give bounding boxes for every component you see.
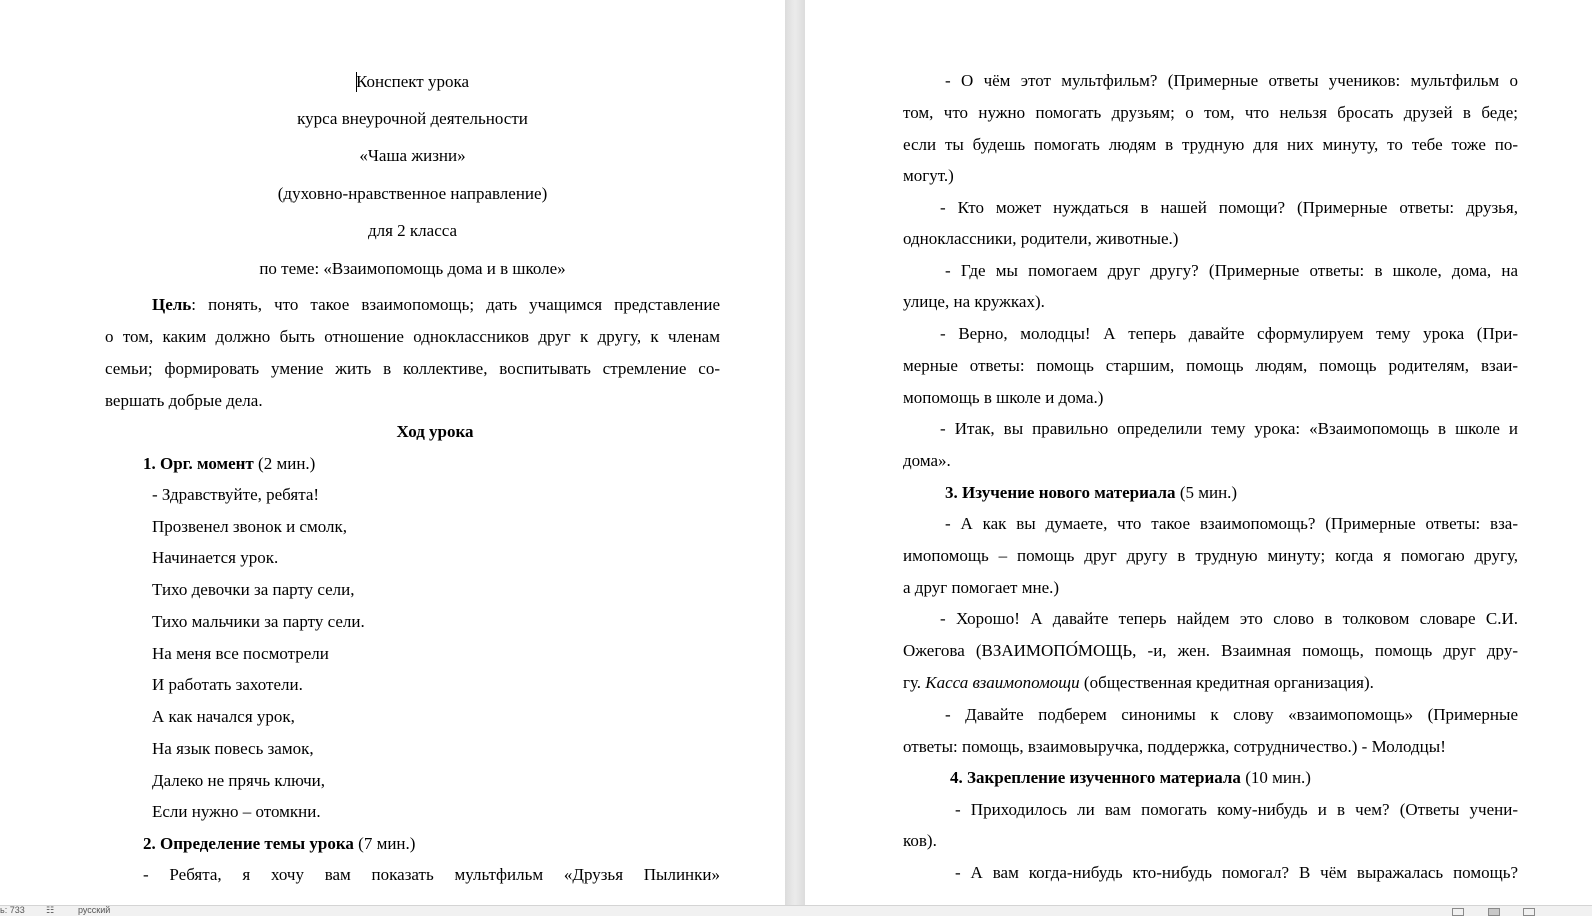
section-heading: 1. Орг. момент (2 мин.) [143, 454, 316, 473]
paragraph-line: ответы: помощь, взаимовыручка, поддержка, сотрудничество.) - Молодцы! [903, 737, 1446, 756]
status-bar [0, 905, 1592, 916]
proofing-icon[interactable]: ☷ [46, 905, 55, 915]
paragraph-line: - Кто может нуждаться в нашей помощи? (Примерные ответы: друзья, [940, 198, 1518, 217]
poem-line: А как начался урок, [152, 707, 295, 726]
paragraph-line: улице, на кружках). [903, 292, 1045, 311]
title-line: (духовно-нравственное направление) [277, 184, 548, 203]
paragraph-line: могут.) [903, 166, 954, 185]
goal-paragraph-line: вершать добрые дела. [105, 391, 263, 410]
page-right[interactable] [805, 0, 1592, 905]
goal-paragraph-line: Цель: понять, что такое взаимопомощь; дать учащимся представление [152, 295, 720, 314]
paragraph-line: Ожегова (ВЗАИМОПО́МОЩЬ, -и, жен. Взаимная помощь, помощь друг дру- [903, 641, 1518, 660]
title-line: «Чаша жизни» [359, 146, 466, 165]
read-mode-icon[interactable] [1452, 908, 1464, 916]
paragraph-line: если ты будешь помогать людям в трудную для них минуту, то тебе тоже по- [903, 135, 1518, 154]
paragraph-line: - Давайте подберем синонимы к слову «взаимопомощь» (Примерные [945, 705, 1518, 724]
paragraph-line: - Верно, молодцы! А теперь давайте сформулируем тему урока (При- [940, 324, 1518, 343]
title-line: Конспект урока [355, 72, 470, 91]
poem-line: Тихо девочки за парту сели, [152, 580, 355, 599]
paragraph-line: дома». [903, 451, 951, 470]
print-layout-icon[interactable] [1488, 908, 1500, 916]
poem-line: Если нужно – отомкни. [152, 802, 321, 821]
goal-paragraph-line: семьи; формировать умение жить в коллективе, воспитывать стремление со- [105, 359, 720, 378]
paragraph-line: одноклассники, родители, животные.) [903, 229, 1179, 248]
paragraph-line: - Хорошо! А давайте теперь найдем это слово в толковом словаре С.И. [940, 609, 1518, 628]
goal-paragraph-line: о том, каким должно быть отношение одноклассников друг к другу, к членам [105, 327, 720, 346]
poem-line: Прозвенел звонок и смолк, [152, 517, 347, 536]
paragraph-line: а друг помогает мне.) [903, 578, 1060, 597]
greeting-line: - Здравствуйте, ребята! [152, 485, 320, 504]
paragraph-line: гу. Касса взаимопомощи (общественная кредитная организация). [903, 673, 1374, 692]
section-heading: 3. Изучение нового материала (5 мин.) [945, 483, 1238, 502]
title-line: по теме: «Взаимопомощь дома и в школе» [259, 259, 566, 278]
poem-line: На язык повесь замок, [152, 739, 314, 758]
page-left[interactable] [0, 0, 785, 905]
paragraph-line: ков). [903, 831, 937, 850]
dictionary-example: Касса взаимопомощи [925, 673, 1080, 692]
page-gutter [785, 0, 805, 905]
goal-label: Цель [152, 295, 192, 314]
poem-line: Тихо мальчики за парту сели. [152, 612, 365, 631]
paragraph-line: - Где мы помогаем друг другу? (Примерные ответы: в школе, дома, на [945, 261, 1518, 280]
paragraph-line: мопомощь в школе и дома.) [903, 388, 1104, 407]
title-line: курса внеурочной деятельности [297, 109, 528, 128]
title-line: для 2 класса [367, 221, 458, 240]
word-count[interactable]: ь: 733 [0, 905, 25, 915]
paragraph-line: - Итак, вы правильно определили тему урока: «Взаимопомощь в школе и [940, 419, 1518, 438]
paragraph-line: - А как вы думаете, что такое взаимопомощь? (Примерные ответы: вза- [945, 514, 1518, 533]
poem-line: На меня все посмотрели [152, 644, 329, 663]
paragraph-line: - Приходилось ли вам помогать кому-нибудь и в чем? (Ответы учени- [955, 800, 1518, 819]
paragraph-line: том, что нужно помогать друзьям; о том, что нельзя бросать друзей в беде; [903, 103, 1518, 122]
lesson-heading: Ход урока [396, 422, 474, 441]
poem-line: Начинается урок. [152, 548, 279, 567]
paragraph-line: мерные ответы: помощь старшим, помощь людям, помощь родителям, взаи- [903, 356, 1518, 375]
paragraph-line: - А вам когда-нибудь кто-нибудь помогал? В чём выражалась помощь? [955, 863, 1518, 882]
paragraph-line: - Ребята, я хочу вам показать мультфильм «Друзья Пылинки» [143, 865, 720, 884]
language-indicator[interactable]: русский [78, 905, 111, 915]
web-layout-icon[interactable] [1523, 908, 1535, 916]
paragraph-line: - О чём этот мультфильм? (Примерные ответы учеников: мультфильм о [945, 71, 1518, 90]
section-heading: 2. Определение темы урока (7 мин.) [143, 834, 416, 853]
poem-line: Далеко не прячь ключи, [152, 771, 326, 790]
paragraph-line: имопомощь – помощь друг другу в трудную минуту; когда я помогаю другу, [903, 546, 1518, 565]
poem-line: И работать захотели. [152, 675, 303, 694]
section-heading: 4. Закрепление изученного материала (10 мин.) [950, 768, 1311, 787]
